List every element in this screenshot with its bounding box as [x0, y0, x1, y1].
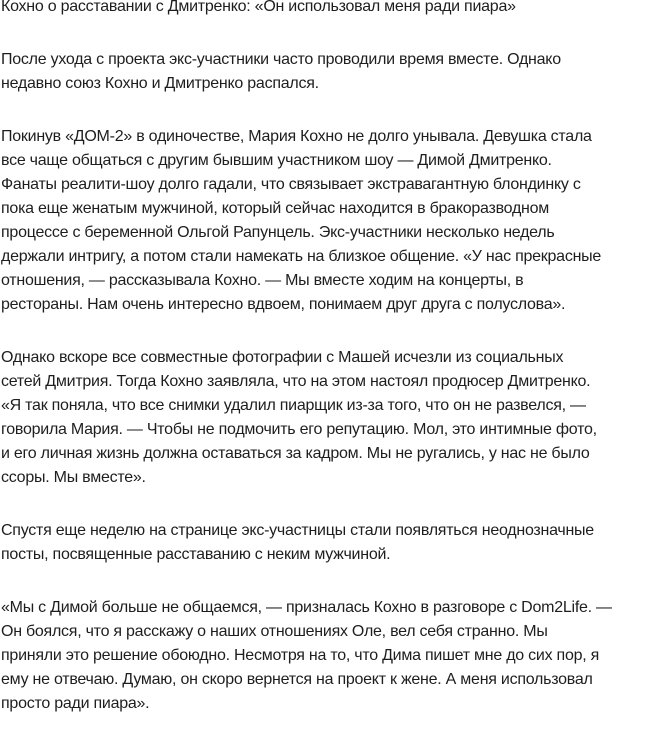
paragraph-line: Покинув «ДОМ-2» в одиночестве, Мария Кохно не долго унывала. Девушка стала — [1, 128, 592, 145]
paragraph-line: рестораны. Нам очень интересно вдвоем, понимаем друг друга с полуслова». — [1, 296, 566, 313]
article — [1, 0, 670, 745]
article-paragraph — [1, 125, 670, 317]
article-paragraph — [1, 346, 670, 490]
paragraph-line: приняли это решение обоюдно. Несмотря на то, что Дима пишет мне до сих пор, я — [1, 647, 600, 664]
paragraph-line: ему не отвечаю. Думаю, он скоро вернется на проект к жене. А меня использовал — [1, 671, 593, 688]
paragraph-line: Однако вскоре все совместные фотографии с Машей исчезли из социальных — [1, 349, 564, 366]
title-text: Кохно о расставании с Дмитренко: «Он использовал меня ради пиара» — [1, 0, 516, 15]
paragraph-line: «Мы с Димой больше не общаемся, — призналась Кохно в разговоре с Dom2Life. — — [1, 599, 612, 616]
paragraph-line: Спустя еще неделю на странице экс-участницы стали появляться неоднозначные — [1, 522, 594, 539]
article-paragraph — [1, 596, 670, 716]
paragraph-line: процессе с беременной Ольгой Рапунцель. Экс-участники несколько недель — [1, 224, 555, 241]
article-paragraph — [1, 48, 670, 96]
paragraph-line: отношения, — рассказывала Кохно. — Мы вместе ходим на концерты, в — [1, 272, 524, 289]
paragraph-line: сетей Дмитрия. Тогда Кохно заявляла, что на этом настоял продюсер Дмитренко. — [1, 373, 591, 390]
paragraph-line: и его личная жизнь должна оставаться за кадром. Мы не ругались, у нас не было — [1, 445, 590, 462]
article-paragraph — [1, 519, 670, 567]
article-title — [1, 0, 670, 19]
paragraph-line: Фанаты реалити-шоу долго гадали, что связывает экстравагантную блондинку с — [1, 176, 581, 193]
paragraph-line: Он боялся, что я расскажу о наших отношениях Оле, вел себя странно. Мы — [1, 623, 548, 640]
paragraph-line: недавно союз Кохно и Дмитренко распался. — [1, 75, 319, 92]
paragraph-line: После ухода с проекта экс-участники часто проводили время вместе. Однако — [1, 51, 561, 68]
paragraph-line: «Я так поняла, что все снимки удалил пиарщик из-за того, что он не развелся, — — [1, 397, 586, 414]
paragraph-line: посты, посвященные расставанию с неким мужчиной. — [1, 546, 391, 563]
paragraph-line: просто ради пиара». — [1, 695, 150, 712]
paragraph-line: пока еще женатым мужчиной, который сейчас находится в бракоразводном — [1, 200, 550, 217]
paragraph-line: держали интригу, а потом стали намекать на близкое общение. «У нас прекрасные — [1, 248, 602, 265]
paragraph-line: все чаще общаться с другим бывшим участником шоу — Димой Дмитренко. — [1, 152, 552, 169]
paragraph-line: говорила Мария. — Чтобы не подмочить его репутацию. Мол, это интимные фото, — [1, 421, 597, 438]
paragraph-line: ссоры. Мы вместе». — [1, 469, 146, 486]
